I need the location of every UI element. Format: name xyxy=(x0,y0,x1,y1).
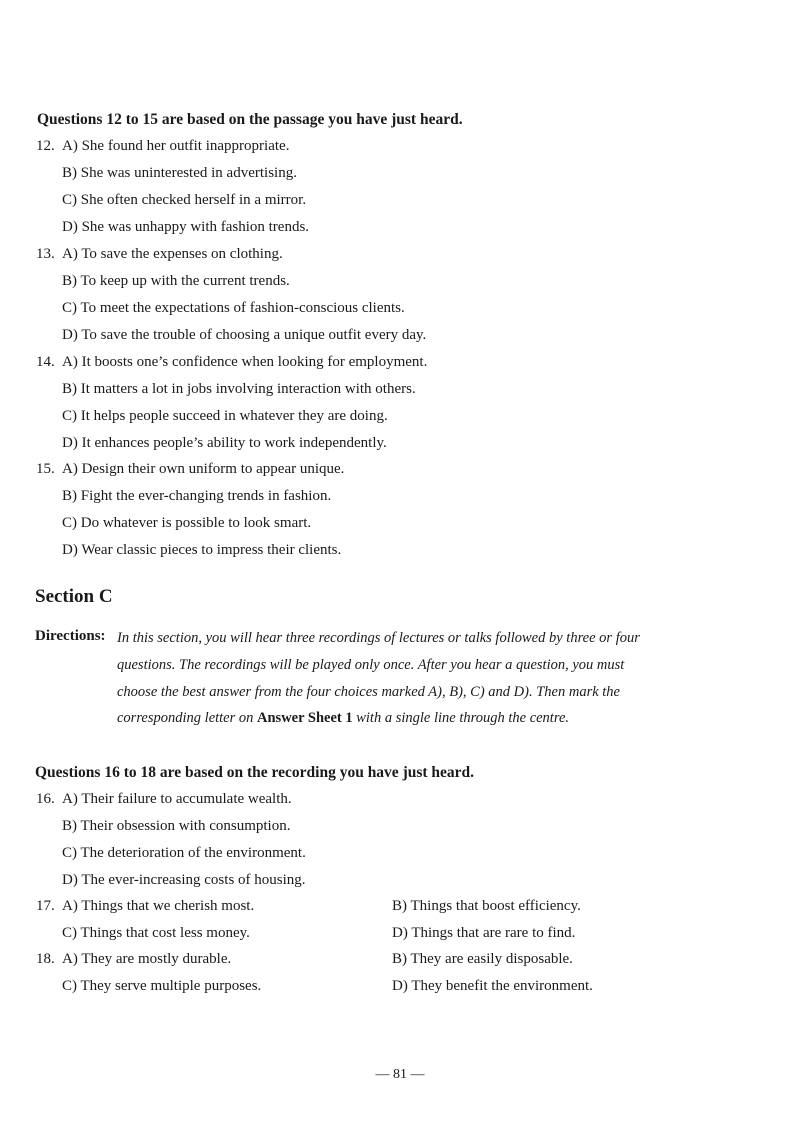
option-12d: D) She was unhappy with fashion trends. xyxy=(62,219,310,235)
option-18a: A) They are mostly durable. xyxy=(62,951,232,967)
option-13a: A) To save the expenses on clothing. xyxy=(62,246,283,262)
option-17a: A) Things that we cherish most. xyxy=(62,898,255,914)
option-16b: B) Their obsession with consumption. xyxy=(62,818,291,834)
directions-line-4: corresponding letter on Answer Sheet 1 with a single line through the centre. xyxy=(117,710,570,726)
section-title: Section C xyxy=(35,586,113,607)
questions-16-18-heading: Questions 16 to 18 are based on the recording you have just heard. xyxy=(35,764,475,781)
question-number: 15. xyxy=(36,461,55,477)
option-16c: C) The deterioration of the environment. xyxy=(62,845,306,861)
directions-line-2: questions. The recordings will be played only once. After you hear a question, you must xyxy=(117,657,625,673)
directions-line-3: choose the best answer from the four choices marked A), B), C) and D). Then mark the xyxy=(117,684,620,700)
question-number: 16. xyxy=(36,791,55,807)
option-12b: B) She was uninterested in advertising. xyxy=(62,165,297,181)
question-number: 13. xyxy=(36,246,55,262)
directions-label: Directions: xyxy=(35,628,106,644)
option-15d: D) Wear classic pieces to impress their clients. xyxy=(62,542,342,558)
question-number: 12. xyxy=(36,138,55,154)
questions-12-15-heading: Questions 12 to 15 are based on the passage you have just heard. xyxy=(37,111,463,128)
option-18b: B) They are easily disposable. xyxy=(392,951,573,967)
option-14a: A) It boosts one’s confidence when looking for employment. xyxy=(62,354,428,370)
page-number: — 81 — xyxy=(375,1067,425,1082)
option-13c: C) To meet the expectations of fashion-conscious clients. xyxy=(62,300,405,316)
option-14c: C) It helps people succeed in whatever they are doing. xyxy=(62,408,388,424)
option-12c: C) She often checked herself in a mirror. xyxy=(62,192,307,208)
option-13d: D) To save the trouble of choosing a unique outfit every day. xyxy=(62,327,427,343)
question-number: 18. xyxy=(36,951,55,967)
option-14b: B) It matters a lot in jobs involving interaction with others. xyxy=(62,381,416,397)
option-13b: B) To keep up with the current trends. xyxy=(62,273,290,289)
option-17c: C) Things that cost less money. xyxy=(62,925,250,941)
question-number: 17. xyxy=(36,898,55,914)
option-15c: C) Do whatever is possible to look smart. xyxy=(62,515,312,531)
option-18c: C) They serve multiple purposes. xyxy=(62,978,262,994)
option-16d: D) The ever-increasing costs of housing. xyxy=(62,872,306,888)
option-14d: D) It enhances people’s ability to work independently. xyxy=(62,435,387,451)
option-16a: A) Their failure to accumulate wealth. xyxy=(62,791,292,807)
question-number: 14. xyxy=(36,354,55,370)
option-17b: B) Things that boost efficiency. xyxy=(392,898,581,914)
option-15b: B) Fight the ever-changing trends in fashion. xyxy=(62,488,332,504)
answer-sheet-reference: Answer Sheet 1 xyxy=(257,710,353,726)
option-12a: A) She found her outfit inappropriate. xyxy=(62,138,290,154)
option-17d: D) Things that are rare to find. xyxy=(392,925,576,941)
directions-line-1: In this section, you will hear three recordings of lectures or talks followed by three or four xyxy=(117,630,640,646)
option-18d: D) They benefit the environment. xyxy=(392,978,593,994)
option-15a: A) Design their own uniform to appear unique. xyxy=(62,461,345,477)
